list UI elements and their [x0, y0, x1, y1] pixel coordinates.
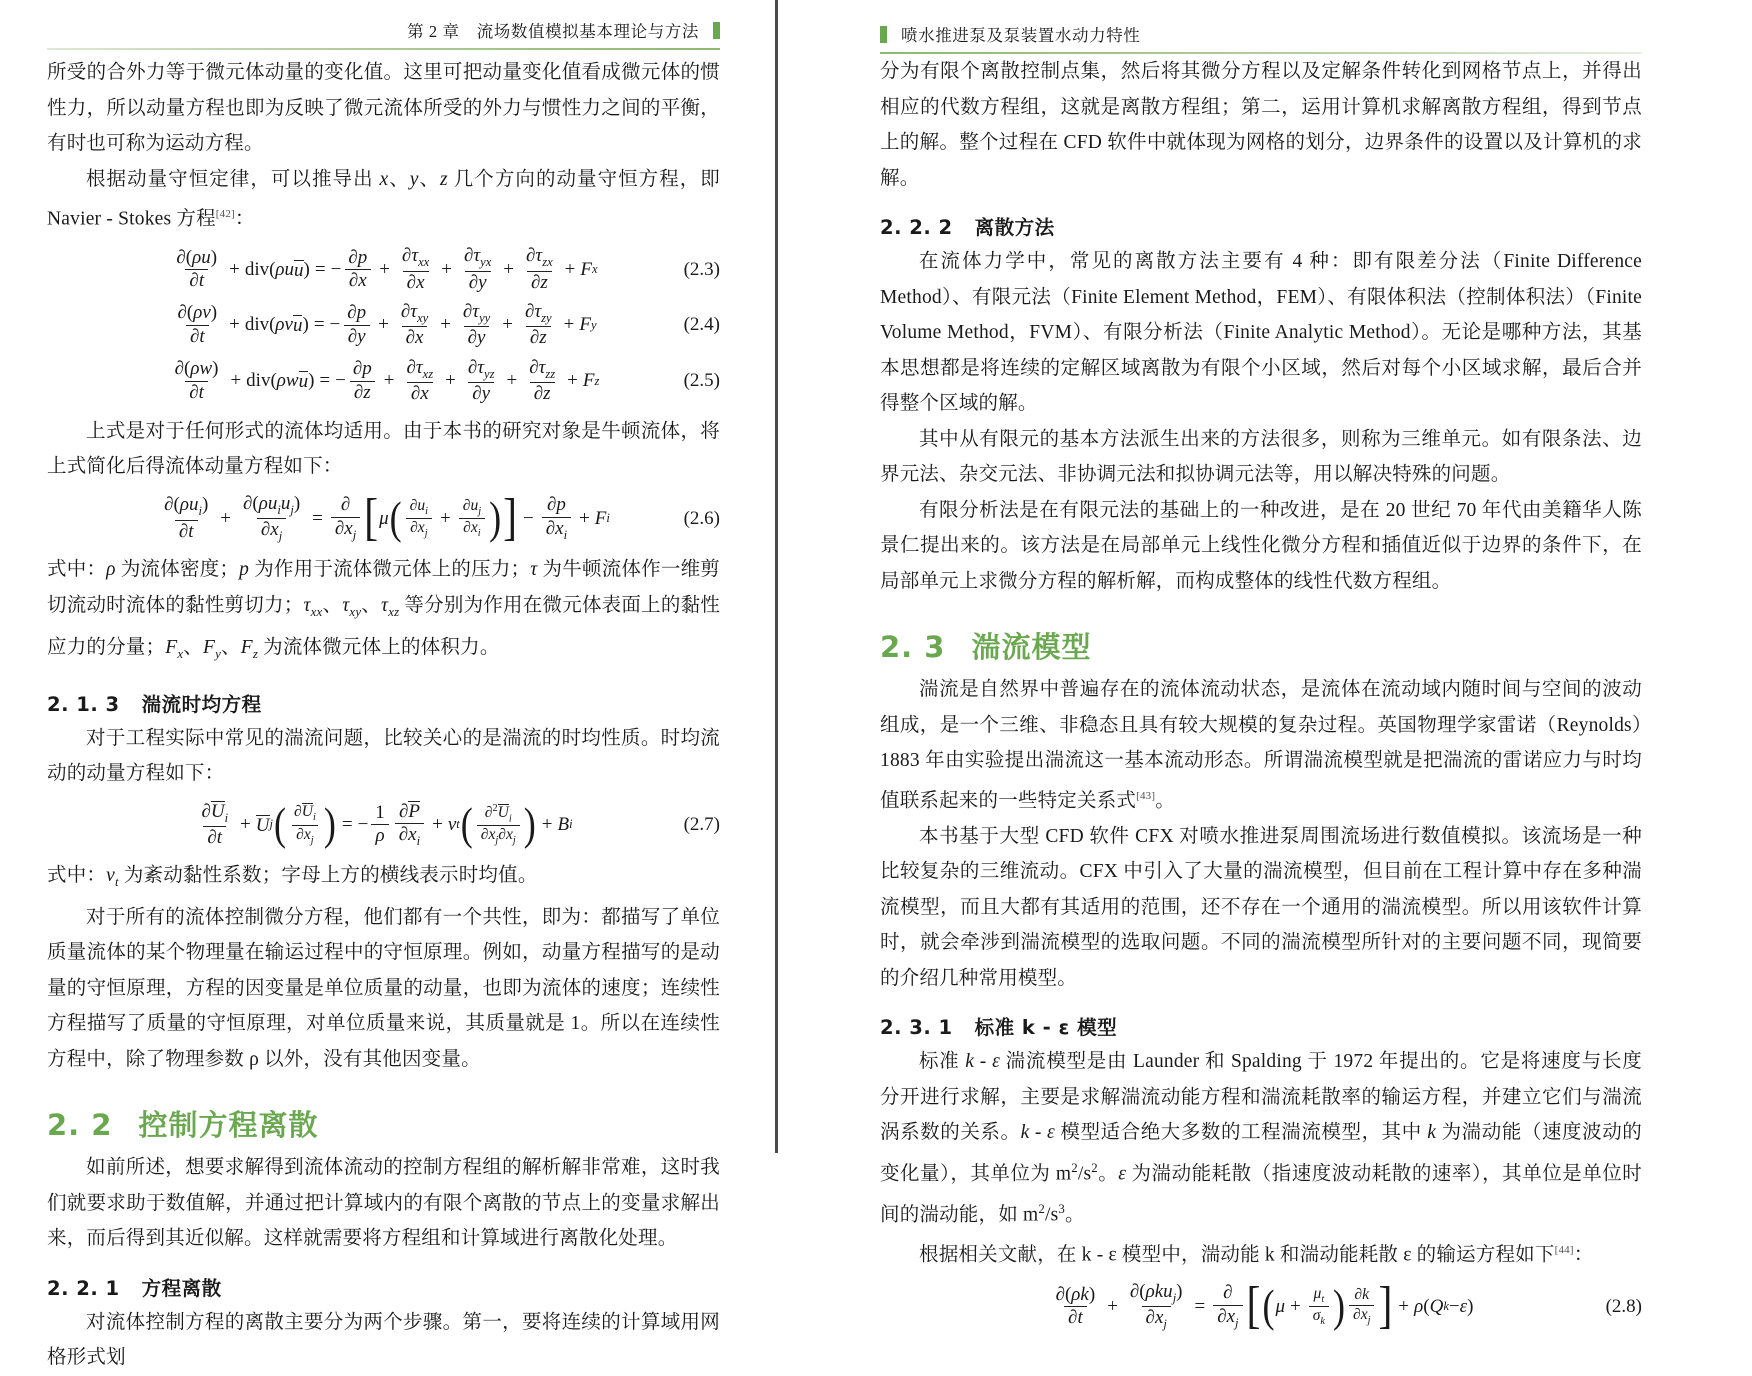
- equation-2-4-number: (2.4): [683, 314, 720, 336]
- left-p2-part-c: ：: [234, 208, 255, 230]
- equation-2-4-row: [47, 302, 720, 349]
- right-paragraph-1: 分为有限个离散控制点集，然后将其微分方程以及定解条件转化到网格节点上，并得出相应的代数方程组，这就是离散方程组；第二，运用计算机求解离散方程组，得到节点上的解。整个过程在 CFD 软件中就体现为网格的划分，边界条件的设置以及计算机的求解。: [880, 61, 1642, 189]
- equation-2-5-body: $\frac{\partial(\rho w)}{\partial t}$ + div( ρw u ) = − $\frac{\partial p}{\partial z}$ + $\frac{\partial\tau_{xz}}{\partial x}$ + $\frac{\partial\tau_{yz}}{\partial y}$ + $\frac{\partial\tau_{zz}}{\partial z}$ + F z: [174, 356, 600, 405]
- heading-2-3: [880, 625, 1642, 666]
- left-p2-part-a: 根据动量守恒定律，可以推导出: [86, 168, 380, 190]
- green-bar-marker-icon: [880, 26, 887, 43]
- heading-2-1-3-text: 湍流时均方程: [141, 692, 262, 716]
- heading-2-2-2-text: 离散方法: [974, 216, 1055, 240]
- heading-2-3-text: 湍流模型: [971, 630, 1092, 665]
- right-running-head: [880, 22, 1642, 54]
- equation-2-3-number: (2.3): [683, 258, 720, 280]
- equation-2-5-row: [47, 358, 720, 405]
- left-p2-reference: [42]: [215, 208, 235, 221]
- right-p8-part-b: ：: [1573, 1244, 1594, 1266]
- heading-2-3-1: [880, 1012, 1642, 1040]
- heading-2-3-1-text: 标准 k - ε 模型: [974, 1016, 1118, 1040]
- heading-2-2-2: [880, 212, 1642, 240]
- right-p5-part-a: 湍流是自然界中普遍存在的流体流动状态，是流体在流动域内随时间与空间的波动组成，是一个三维、非稳态且具有较大规模的复杂过程。英国物理学家雷诺（Reynolds）1883 年由实验提出湍流这一基本流动形态。所谓湍流模型就是把湍流的雷诺应力与时均值联系起来的一些特定关系式: [880, 679, 1642, 812]
- right-p5-part-b: 。: [1155, 790, 1175, 812]
- right-p5-reference: [43]: [1136, 789, 1156, 802]
- left-paragraph-6: 式中：$v_t$ 为紊动黏性系数；字母上方的横线表示时均值。: [47, 864, 538, 889]
- equation-2-7-number: (2.7): [683, 813, 720, 835]
- equation-2-8-number: (2.8): [1605, 1295, 1642, 1317]
- right-page: [775, 0, 1752, 1335]
- heading-2-2-number: 2. 2: [47, 1108, 113, 1143]
- right-paragraph-5: [880, 672, 1642, 819]
- right-paragraph-2: 在流体力学中，常见的离散方法主要有 4 种：即有限差分法（Finite Difference Method）、有限元法（Finite Element Method，FEM）、有限体积法（控制体积法）（Finite Volume Method，FVM）、有限分析法（Finite Analytic Method）。无论是哪种方法，其基本思想都是将连续的定解区域离散为有限个小区域，然后对每个小区域求解，最后合并得整个区域的解。: [880, 251, 1642, 415]
- equation-2-4-body: $\frac{\partial(\rho v)}{\partial t}$ + div( ρv u ) = − $\frac{\partial p}{\partial y}$ + $\frac{\partial\tau_{xy}}{\partial x}$ + $\frac{\partial\tau_{yy}}{\partial y}$ + $\frac{\partial\tau_{zy}}{\partial z}$ + F y: [177, 301, 597, 349]
- left-paragraph-1: 所受的合外力等于微元体动量的变化值。这里可把动量变化值看成微元体的惯性力，所以动量方程也即为反映了微元流体所受的外力与惯性力之间的平衡，有时也可称为运动方程。: [47, 62, 720, 155]
- left-running-head-text: 第 2 章 流场数值模拟基本理论与方法: [407, 22, 699, 41]
- equation-2-3-row: [47, 246, 720, 293]
- left-running-head: [47, 18, 720, 55]
- equation-2-8-row: [880, 1276, 1642, 1335]
- green-bar-marker-icon: [713, 22, 720, 39]
- right-paragraph-4: 有限分析法是在有限元法的基础上的一种改进，是在 20 世纪 70 年代由美籍华人陈景仁提出来的。该方法是在局部单元上线性化微分方程和插值近似于边界的条件下，在局部单元上求微分方程的解析解，而构成整体的线性代数方程组。: [880, 499, 1642, 592]
- heading-2-1-3-number: 2. 1. 3: [47, 692, 120, 716]
- heading-2-2: [47, 1103, 720, 1144]
- left-p2-part-b: 几个方向的动量守恒方程，即 Navier - Stokes 方程: [47, 168, 720, 230]
- right-running-head-text: 喷水推进泵及泵装置水动力特性: [901, 26, 1141, 45]
- heading-2-2-2-number: 2. 2. 2: [880, 216, 953, 240]
- equation-2-5-number: (2.5): [683, 370, 720, 392]
- right-p8-reference: [44]: [1554, 1243, 1574, 1256]
- right-paragraph-8: [880, 1233, 1642, 1273]
- equation-2-6-body: $\frac{\partial(\rho u_i)}{\partial t}$ + $\frac{\partial(\rho u_iu_j)}{\partial x_j}$ = $\frac{\partial}{\partial x_j}$ [ μ ( $\frac{\partial u_i}{\partial x_j}$ + $\frac{\partial u_j}{\partial x_i}$ ) ] − $\frac{\partial p}{\partial x_i}$ + F i: [164, 489, 610, 547]
- left-header-rule: [47, 48, 720, 50]
- equation-2-8-body: $\frac{\partial(\rho k)}{\partial t}$ + $\frac{\partial(\rho ku_j)}{\partial x_j}$ = $\frac{\partial}{\partial x_j}$ [ ( μ + $\frac{\mu_t}{\sigma_k}$ ) $\frac{\partial k}{\partial x_j}$ ] + ρ ( Q k − ε ): [1055, 1276, 1474, 1335]
- heading-2-3-1-number: 2. 3. 1: [880, 1016, 953, 1040]
- equation-2-7-body: $\frac{\partial U_i}{\partial t}$ + U j ( $\frac{\partial U_i}{\partial x_j}$ ) = − $\frac{1}{\rho}$ $\frac{\partial P}{\partial x_i}$ + v t ( $\frac{\partial^2U_i}{\partial x_j\partial x_j}$ ) + B i: [201, 799, 573, 850]
- equation-2-6-number: (2.6): [683, 507, 720, 529]
- heading-2-2-1-text: 方程离散: [141, 1276, 222, 1300]
- heading-2-2-1: [47, 1273, 720, 1301]
- heading-2-2-text: 控制方程离散: [138, 1108, 319, 1143]
- right-paragraph-6: 本书基于大型 CFD 软件 CFX 对喷水推进泵周围流场进行数值模拟。该流场是一种比较复杂的三维流动。CFX 中引入了大量的湍流模型，但目前在工程计算中存在多种湍流模型，而且大都有其适用的范围，还不存在一个通用的湍流模型。所以用该软件计算时，就会牵涉到湍流模型的选取问题。不同的湍流模型所针对的主要问题不同，现简要的介绍几种常用模型。: [880, 825, 1642, 989]
- equation-2-7-row: [47, 801, 720, 849]
- left-paragraph-3: 上式是对于任何形式的流体均适用。由于本书的研究对象是牛顿流体，将上式简化后得流体动量方程如下：: [47, 420, 720, 478]
- left-paragraph-8: 如前所述，想要求解得到流体流动的控制方程组的解析解非常难，这时我们就要求助于数值解，并通过把计算域内的有限个离散的节点上的变量求解出来，而后得到其近似解。这样就需要将方程组和计算域进行离散化处理。: [47, 1157, 720, 1250]
- right-paragraph-7: 标准 k - ε 湍流模型是由 Launder 和 Spalding 于 1972 年提出的。它是将速度与长度分开进行求解，主要是求解湍流动能方程和湍流耗散率的输运方程，并建立它们与湍流涡系数的关系。k - ε 模型适合绝大多数的工程湍流模型，其中 k 为湍动能（速度波动的变化量），其单位为 $m^2/s^2$。ε 为湍动能耗散（指速度波动耗散的速率），其单位是单位时间的湍动能，如 $m^2/s^3$。: [880, 1051, 1642, 1226]
- left-paragraph-9: 对流体控制方程的离散主要分为两个步骤。第一，要将连续的计算域用网格形式划: [47, 1311, 720, 1369]
- left-paragraph-2: 根据动量守恒定律，可以推导出 x、y、z 几个方向的动量守恒方程，即 Navier - Stokes 方程[42]：: [47, 168, 720, 230]
- heading-2-1-3: [47, 689, 720, 717]
- left-paragraph-7: 对于所有的流体控制微分方程，他们都有一个共性，即为：都描写了单位质量流体的某个物理量在输运过程中的守恒原理。例如，动量方程描写的是动量的守恒原理，方程的因变量是单位质量的动量，也即为流体的速度；连续性方程描写了质量的守恒原理，对单位质量来说，其质量就是 1。所以在连续性方程中，除了物理参数 ρ 以外，没有其他因变量。: [47, 906, 720, 1070]
- heading-2-2-1-number: 2. 2. 1: [47, 1276, 120, 1300]
- right-p8-part-a: 根据相关文献，在 k - ε 模型中，湍动能 k 和湍动能耗散 ε 的输运方程如下: [919, 1244, 1555, 1266]
- heading-2-3-number: 2. 3: [880, 630, 946, 665]
- equation-2-3-body: $\frac{\partial(\rho u)}{\partial t}$ + div( ρu u ) = − $\frac{\partial p}{\partial x}$ + $\frac{\partial\tau_{xx}}{\partial x}$ + $\frac{\partial\tau_{yx}}{\partial y}$ + $\frac{\partial\tau_{zx}}{\partial z}$ + F x: [176, 245, 598, 293]
- left-paragraph-4: 式中：ρ 为流体密度；p 为作用于流体微元体上的压力；τ 为牛顿流体作一维剪切流动时流体的黏性剪切力；$\tau_{xx}$、$\tau_{xy}$、$\tau_{xz}$ 等分别为作用在微元体表面上的黏性应力的分量；$F_x$、$F_y$、$F_z$ 为流体微元体上的体积力。: [47, 559, 721, 662]
- left-paragraph-5: 对于工程实际中常见的湍流问题，比较关心的是湍流的时均性质。时均流动的动量方程如下：: [47, 727, 720, 785]
- left-page: [0, 0, 775, 1369]
- equation-2-6-row: [47, 489, 720, 547]
- right-paragraph-3: 其中从有限元的基本方法派生出来的方法很多，则称为三维单元。如有限条法、边界元法、杂交元法、非协调元法和拟协调元法等，用以解决特殊的问题。: [880, 428, 1642, 486]
